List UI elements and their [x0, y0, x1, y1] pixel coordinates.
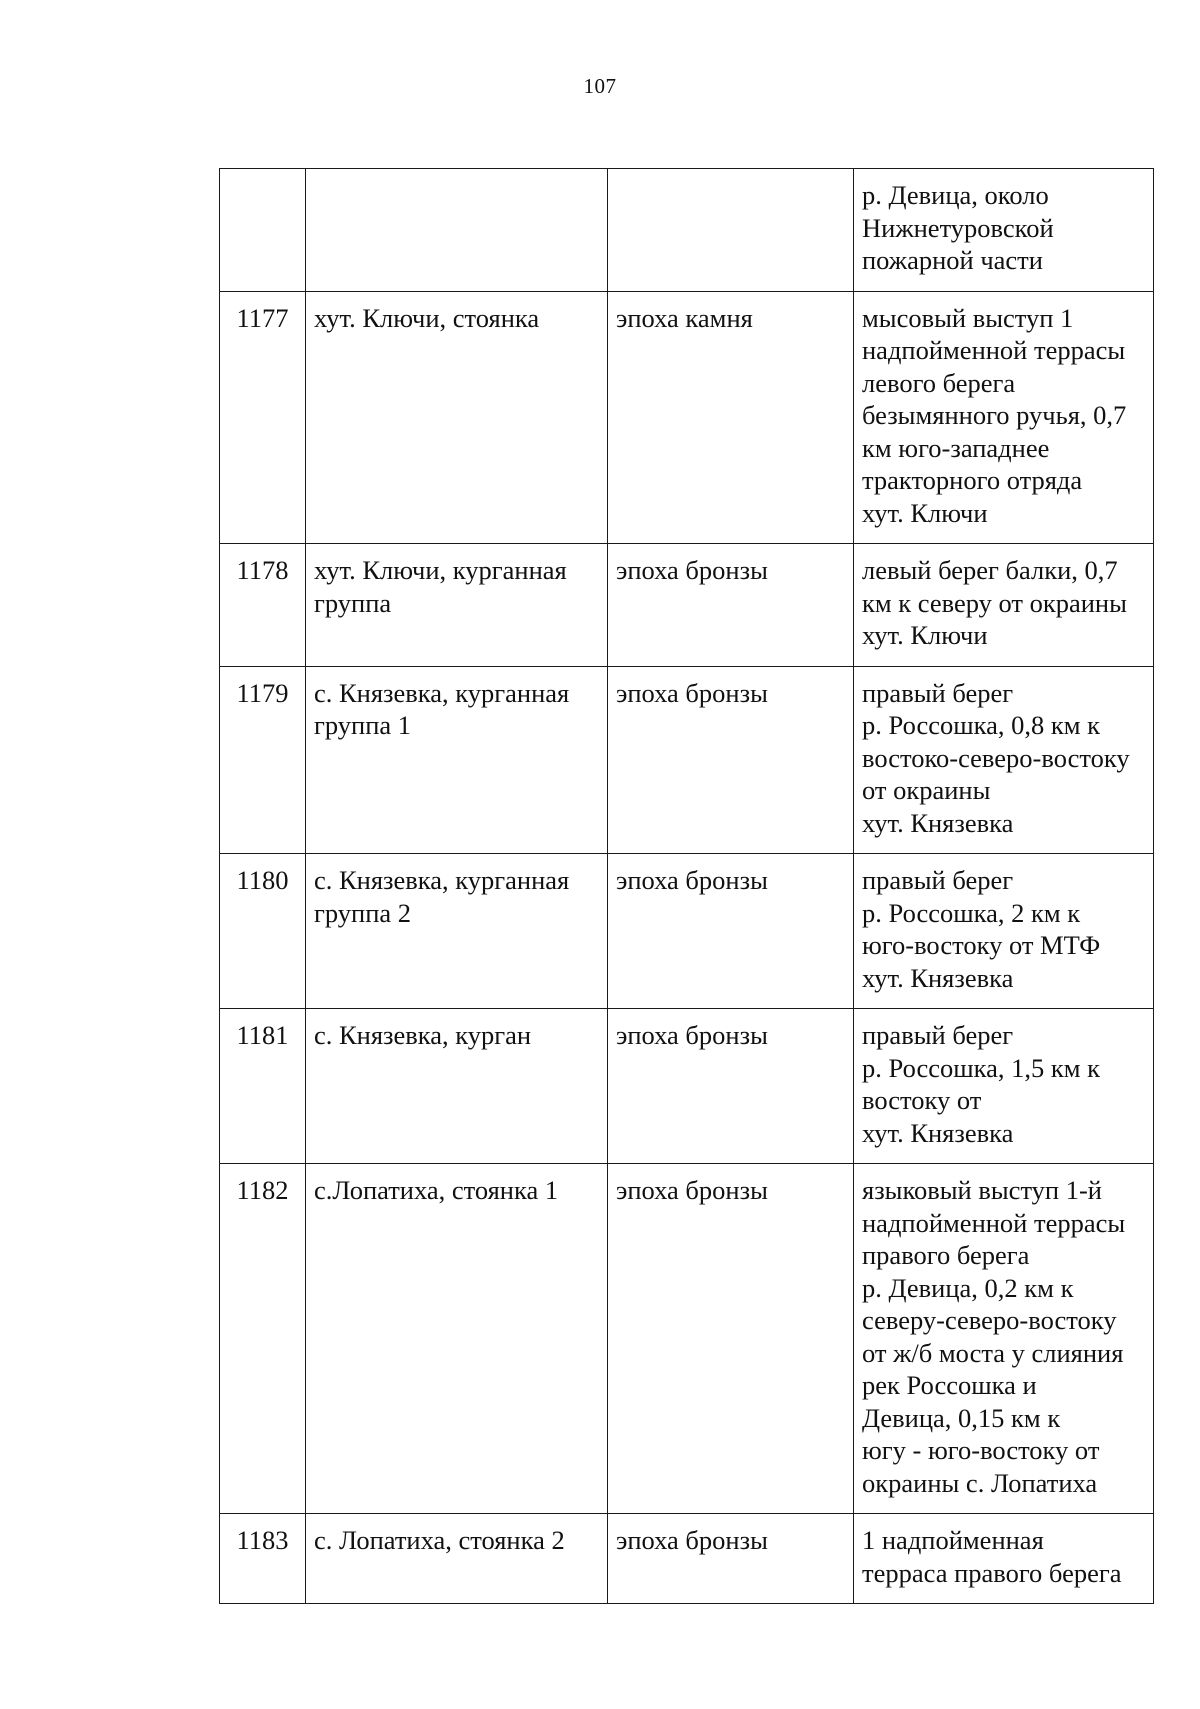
site-number-cell: 1183 — [220, 1514, 306, 1604]
location-line: юго-востоку от МТФ — [862, 930, 1101, 960]
location-line: надпойменной террасы — [862, 1207, 1126, 1238]
site-era-cell: эпоха бронзы — [608, 1009, 854, 1164]
site-name-cell: хут. Ключи, стоянка — [306, 291, 608, 544]
table-body — [220, 169, 1154, 1604]
location-line: от ж/б моста у слияния — [862, 1337, 1124, 1368]
location-line: р. Девица, около — [862, 180, 1049, 210]
location-line: терраса правого берега — [862, 1557, 1122, 1588]
site-number-cell: 1181 — [220, 1009, 306, 1164]
location-line: км юго-западнее — [862, 432, 1050, 463]
table-row — [220, 1164, 1154, 1514]
location-line: надпойменной террасы — [862, 335, 1126, 365]
site-location-cell — [854, 1514, 1154, 1604]
location-line: Девица, 0,15 км к — [862, 1402, 1061, 1433]
location-line: хут. Князевка — [862, 807, 1014, 838]
site-era-cell: эпоха бронзы — [608, 1514, 854, 1604]
location-line: хут. Ключи — [862, 497, 988, 528]
site-era-cell: эпоха бронзы — [608, 854, 854, 1009]
location-line: правый берег — [862, 1020, 1014, 1050]
location-line: левого берега — [862, 367, 1016, 398]
location-line: 1 надпойменная — [862, 1525, 1044, 1555]
location-line: пожарной части — [862, 245, 1043, 275]
site-era-cell — [608, 169, 854, 292]
site-era-cell: эпоха бронзы — [608, 1164, 854, 1514]
site-number-cell: 1180 — [220, 854, 306, 1009]
location-line: северу-северо-востоку — [862, 1305, 1117, 1335]
location-line: р. Россошка, 1,5 км к — [862, 1052, 1101, 1083]
location-line: тракторного отряда — [862, 465, 1083, 495]
location-line: востоку от — [862, 1085, 982, 1115]
site-name-cell: с. Князевка, курганная группа 1 — [306, 666, 608, 854]
location-line: левый берег балки, 0,7 — [862, 555, 1118, 585]
table-row — [220, 666, 1154, 854]
location-line: р. Россошка, 2 км к — [862, 897, 1081, 928]
location-line: хут. Князевка — [862, 962, 1014, 993]
site-name-cell: с. Лопатиха, стоянка 2 — [306, 1514, 608, 1604]
heritage-sites-table — [219, 168, 1154, 1604]
location-line: правого берега — [862, 1240, 1030, 1270]
location-line: правый берег — [862, 677, 1014, 708]
table-row — [220, 1514, 1154, 1604]
site-name-cell: хут. Ключи, курганная группа — [306, 544, 608, 667]
location-line: хут. Князевка — [862, 1117, 1014, 1148]
site-name-cell — [306, 169, 608, 292]
site-number-cell — [220, 169, 306, 292]
site-name-cell: с. Князевка, курган — [306, 1009, 608, 1164]
table-row — [220, 1009, 1154, 1164]
table-row — [220, 854, 1154, 1009]
site-number-cell: 1179 — [220, 666, 306, 854]
site-era-cell: эпоха бронзы — [608, 544, 854, 667]
site-era-cell: эпоха бронзы — [608, 666, 854, 854]
site-location-cell — [854, 854, 1154, 1009]
site-location-cell — [854, 544, 1154, 667]
site-era-cell: эпоха камня — [608, 291, 854, 544]
table-row — [220, 544, 1154, 667]
location-line: от окраины — [862, 775, 991, 805]
table-row — [220, 169, 1154, 292]
site-location-cell — [854, 291, 1154, 544]
page-number: 107 — [583, 74, 617, 98]
site-name-cell: с. Князевка, курганная группа 2 — [306, 854, 608, 1009]
site-number-cell: 1182 — [220, 1164, 306, 1514]
location-line: мысовый выступ 1 — [862, 302, 1074, 333]
location-line: Нижнетуровской — [862, 212, 1054, 243]
table-row — [220, 291, 1154, 544]
location-line: югу - юго-востоку от — [862, 1435, 1100, 1465]
site-location-cell — [854, 1009, 1154, 1164]
location-line: хут. Ключи — [862, 620, 988, 650]
location-line: правый берег — [862, 865, 1014, 895]
site-location-cell — [854, 1164, 1154, 1514]
site-name-cell: с.Лопатиха, стоянка 1 — [306, 1164, 608, 1514]
site-number-cell: 1177 — [220, 291, 306, 544]
location-line: безымянного ручья, 0,7 — [862, 400, 1127, 430]
location-line: р. Россошка, 0,8 км к — [862, 710, 1101, 740]
site-location-cell — [854, 666, 1154, 854]
location-line: р. Девица, 0,2 км к — [862, 1272, 1074, 1303]
location-line: языковый выступ 1-й — [862, 1175, 1102, 1205]
location-line: км к северу от окраины — [862, 587, 1127, 618]
site-number-cell: 1178 — [220, 544, 306, 667]
location-line: рек Россошка и — [862, 1370, 1037, 1400]
location-line: окраины с. Лопатиха — [862, 1467, 1098, 1498]
site-location-cell — [854, 169, 1154, 292]
location-line: востоко-северо-востоку — [862, 742, 1130, 773]
